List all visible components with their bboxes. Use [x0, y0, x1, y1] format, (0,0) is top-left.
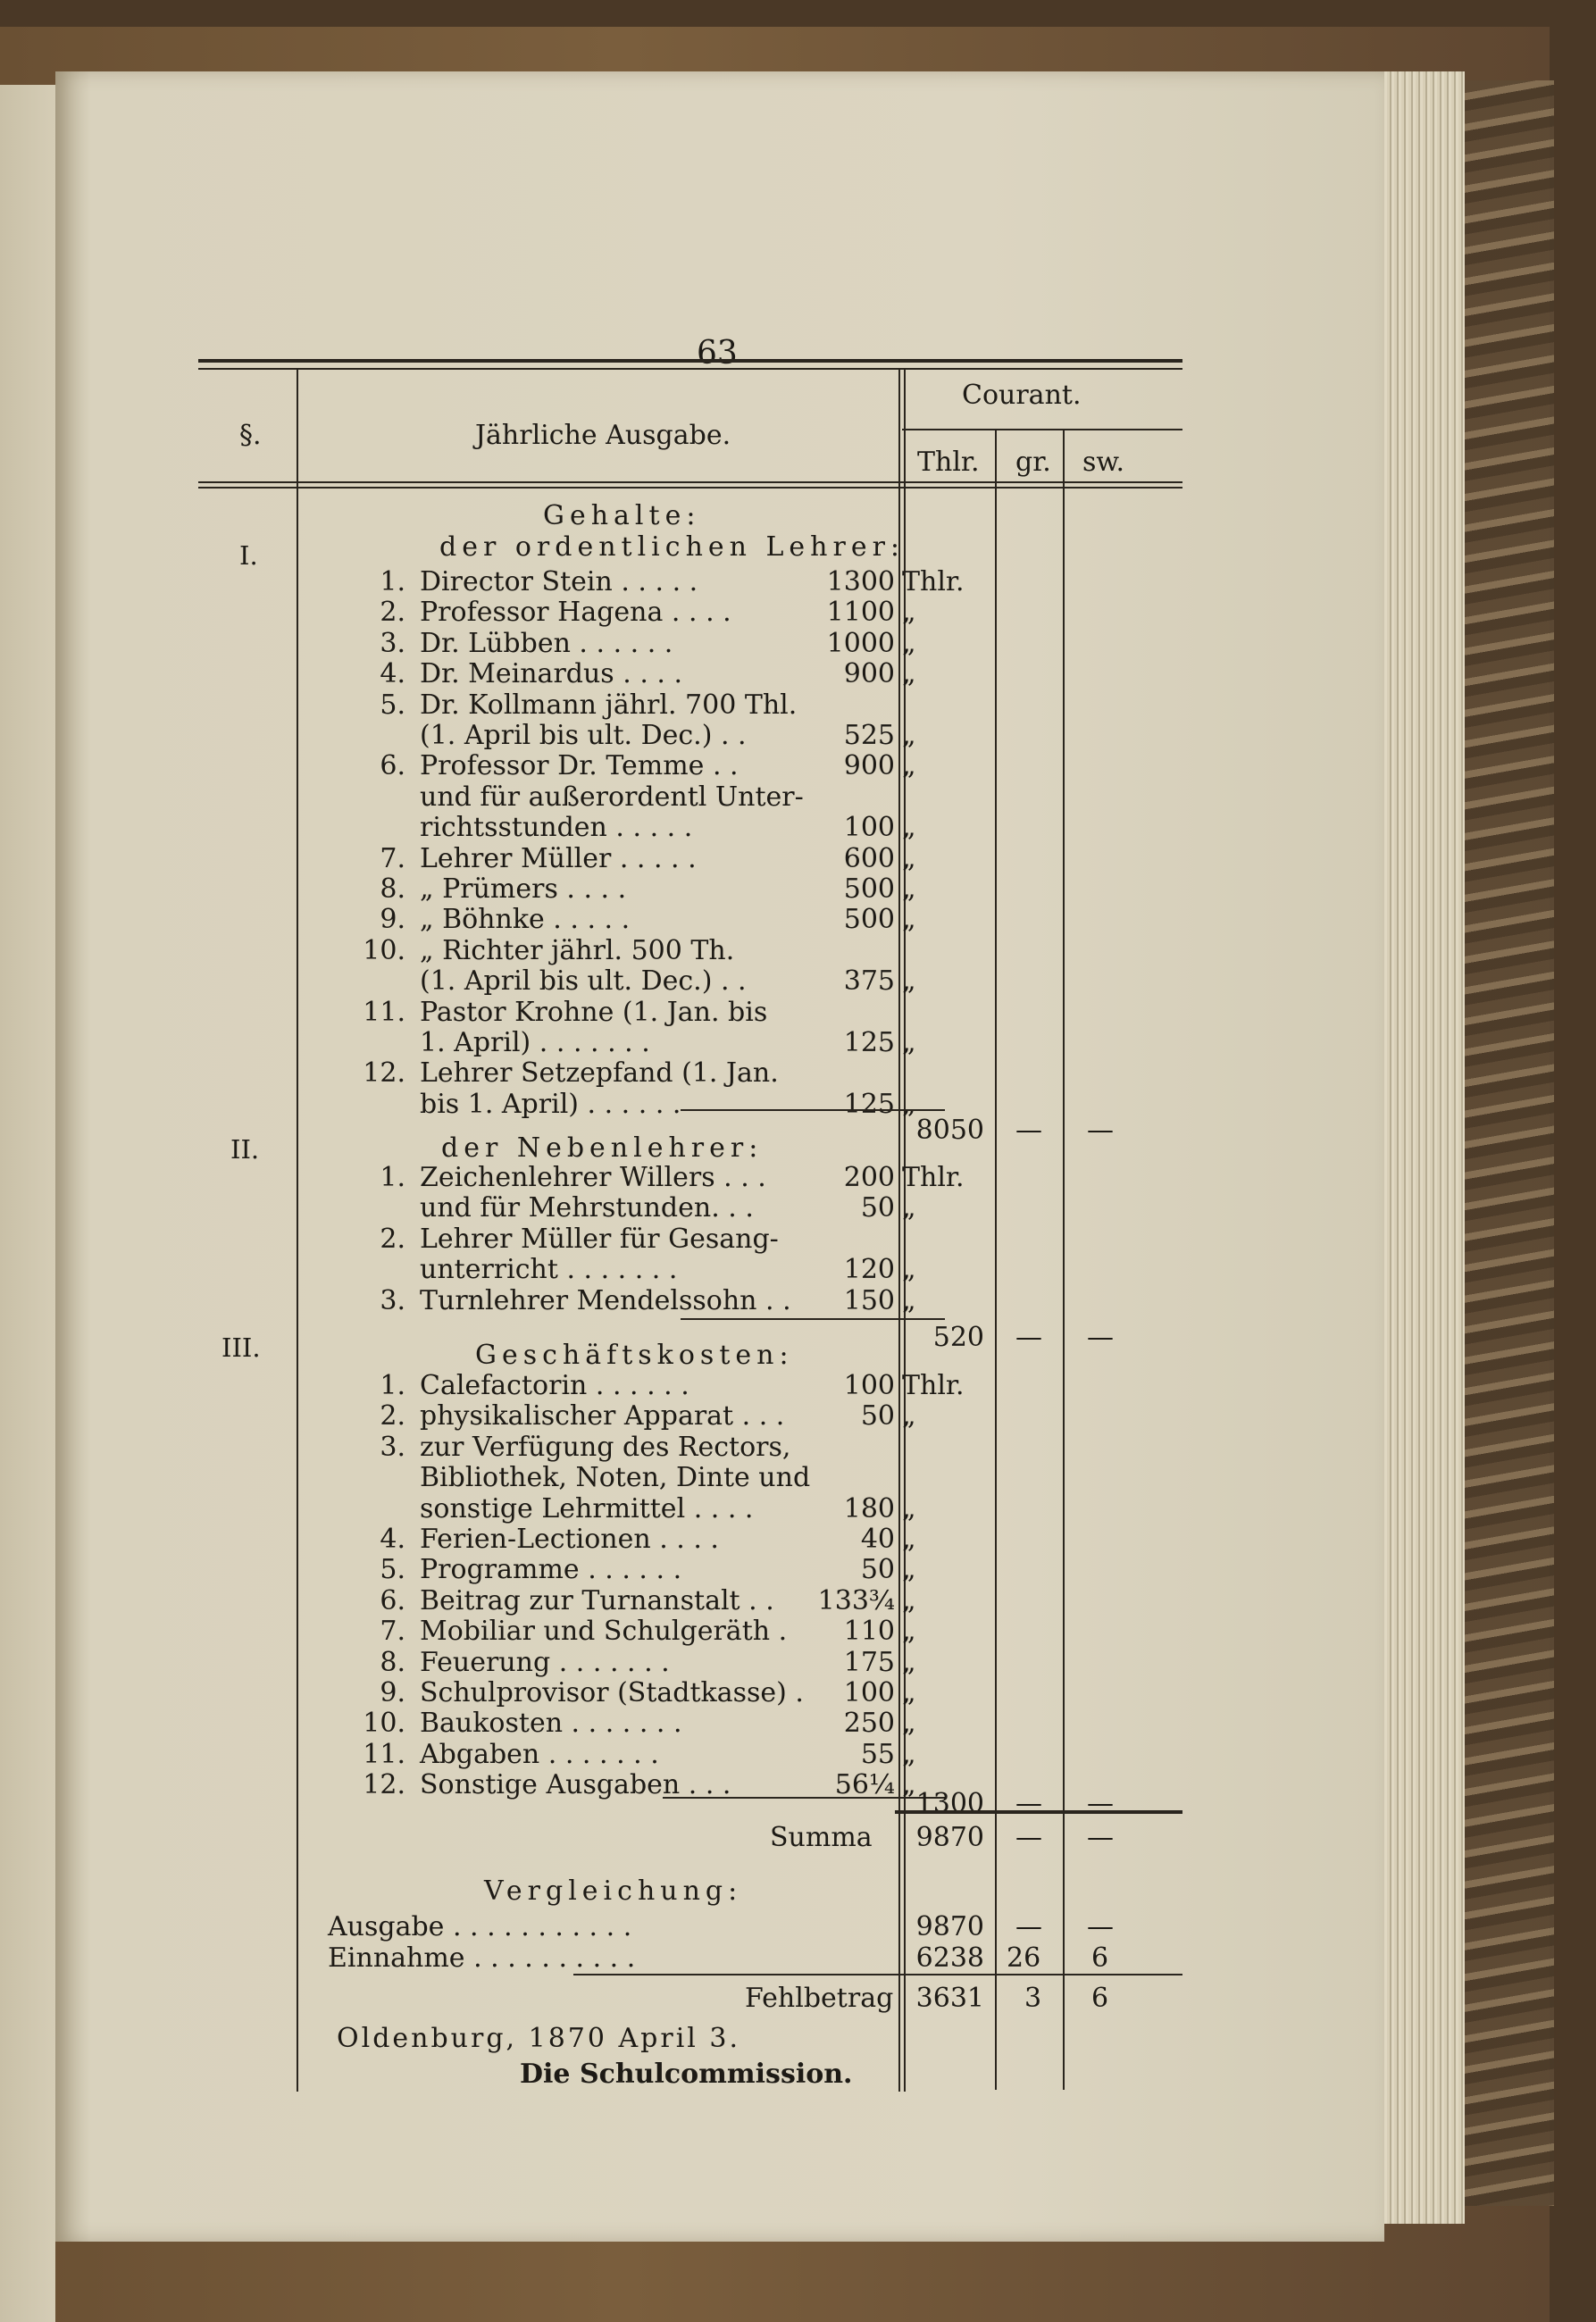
ledger-line-unit: „ — [902, 965, 916, 998]
ledger-line — [377, 1524, 948, 1555]
header-thlr: Thlr. — [917, 447, 980, 478]
ledger-line-text: Beitrag zur Turnanstalt . . — [420, 1584, 774, 1616]
ledger-line — [377, 566, 965, 597]
fehlbetrag-gr: 3 — [1024, 1983, 1042, 2014]
ledger-line-text: unterricht . . . . . . . — [420, 1254, 678, 1286]
ledger-line-text: Abgaben . . . . . . . — [420, 1738, 659, 1770]
ledger-line-unit: „ — [902, 1584, 916, 1616]
ledger-line-number: 11. — [363, 996, 405, 1028]
ledger-line — [377, 1255, 948, 1285]
section-3-total-thlr: 1300 — [915, 1788, 984, 1819]
section-column-divider — [297, 368, 298, 2092]
ledger-line-number: 5. — [380, 689, 405, 721]
ledger-line-text: (1. April bis ult. Dec.) . . — [420, 720, 747, 751]
ledger-line-text: Pastor Krohne (1. Jan. bis — [420, 996, 768, 1028]
section-heading-3: Geschäftskosten: — [475, 1340, 794, 1371]
ledger-line — [377, 1193, 948, 1224]
ledger-line-unit: „ — [902, 1492, 916, 1524]
ledger-line-amount: 175 — [843, 1646, 895, 1678]
ledger-line — [377, 874, 948, 905]
ledger-line-text: Baukosten . . . . . . . — [420, 1708, 682, 1740]
ledger-line-unit: Thlr. — [902, 1162, 965, 1193]
ledger-line-amount: 375 — [843, 965, 895, 998]
summa-top-rule — [895, 1810, 1182, 1814]
ledger-line-text: Zeichenlehrer Willers . . . — [420, 1162, 766, 1193]
ledger-line-unit: „ — [902, 658, 916, 690]
ledger-line — [377, 721, 948, 751]
ledger-line-text: Dr. Lübben . . . . . . — [420, 627, 673, 659]
ledger-line-number: 9. — [380, 1677, 405, 1708]
section-2-total-thlr: 520 — [932, 1322, 984, 1353]
ledger-line-number: 8. — [380, 1646, 405, 1678]
ledger-line-number: 3. — [380, 627, 405, 659]
ledger-line-amount: 600 — [843, 842, 895, 874]
ledger-line — [363, 1738, 948, 1770]
ledger-line-unit: „ — [902, 627, 916, 659]
ledger-line — [377, 1463, 948, 1493]
left-page-edge — [0, 85, 55, 2322]
summa-label: Summa — [770, 1822, 873, 1853]
summa-gr: — — [1015, 1822, 1042, 1853]
ledger-line-number: 3. — [380, 1431, 405, 1463]
ledger-line-amount: 125 — [843, 1027, 895, 1058]
ledger-line-unit: „ — [902, 904, 916, 936]
ledger-line-unit: „ — [902, 750, 916, 782]
ledger-line-text: 1. April) . . . . . . . — [420, 1027, 650, 1058]
ledger-line-number: 1. — [380, 1370, 405, 1401]
section-2-total-sw: — — [1087, 1322, 1114, 1353]
ledger-line-unit: „ — [902, 812, 916, 844]
ledger-line-text: Lehrer Müller . . . . . — [420, 842, 697, 874]
ledger-line-unit: „ — [902, 873, 916, 905]
comparison-einnahme-gr: 26 — [1007, 1942, 1041, 1974]
section-3-sum-rule — [663, 1797, 945, 1799]
ledger-line — [377, 844, 948, 874]
ledger-line-number: 6. — [380, 750, 405, 782]
ledger-line-unit: „ — [902, 1646, 916, 1678]
cover-marbled-edge — [1465, 80, 1554, 2206]
ledger-line-text: physikalischer Apparat . . . — [420, 1400, 785, 1432]
section-roman-1: I. — [239, 540, 258, 571]
section-roman-3: III. — [221, 1332, 261, 1363]
ledger-line — [377, 1401, 948, 1432]
ledger-line — [377, 1648, 948, 1678]
ledger-line-amount: 100 — [843, 812, 895, 844]
ledger-line-number: 5. — [380, 1554, 405, 1586]
ledger-line-amount: 1000 — [826, 627, 895, 659]
ledger-line-amount: 55 — [860, 1738, 895, 1770]
ledger-line-number: 4. — [380, 658, 405, 690]
ledger-line — [377, 629, 948, 659]
ledger-line-unit: „ — [902, 1677, 916, 1708]
ledger-line-number: 7. — [380, 1616, 405, 1648]
ledger-line-number: 10. — [363, 1708, 405, 1740]
fehlbetrag-thlr: 3631 — [915, 1983, 984, 2014]
header-bottom-rule-2 — [198, 487, 1182, 489]
book-page — [55, 71, 1384, 2242]
table-top-rule-thin — [198, 368, 1182, 370]
ledger-line — [377, 1224, 948, 1255]
ledger-line-amount: 56¼ — [834, 1769, 895, 1801]
ledger-line — [377, 1028, 948, 1058]
ledger-line-text: bis 1. April) . . . . . . — [420, 1088, 681, 1120]
ledger-line-unit: „ — [902, 1088, 916, 1120]
header-section-symbol: §. — [239, 420, 262, 451]
ledger-line-amount: 50 — [860, 1400, 895, 1432]
ledger-line-text: Schulprovisor (Stadtkasse) . — [420, 1677, 804, 1708]
header-description: Jährliche Ausgabe. — [475, 420, 731, 451]
ledger-line-amount: 1100 — [826, 597, 895, 629]
ledger-line-unit: „ — [902, 1027, 916, 1058]
section-1-total-sw: — — [1087, 1115, 1114, 1146]
comparison-einnahme-thlr: 6238 — [915, 1942, 984, 1974]
comparison-ausgabe-sw: — — [1087, 1911, 1114, 1942]
ledger-line-number: 4. — [380, 1524, 405, 1555]
ledger-line — [377, 1286, 948, 1316]
ledger-line — [377, 1494, 948, 1524]
ledger-line-amount: 525 — [843, 720, 895, 751]
ledger-line-text: richtsstunden . . . . . — [420, 812, 693, 844]
ledger-line — [377, 966, 948, 997]
ledger-line-unit: Thlr. — [902, 1370, 965, 1401]
ledger-line-unit: „ — [902, 597, 916, 629]
ledger-line — [377, 1432, 948, 1463]
ledger-line-unit: „ — [902, 1400, 916, 1432]
ledger-line-amount: 900 — [843, 750, 895, 782]
ledger-line-text: Sonstige Ausgaben . . . — [420, 1769, 731, 1801]
ledger-line-text: Dr. Kollmann jährl. 700 Thl. — [420, 689, 798, 721]
ledger-line-text: (1. April bis ult. Dec.) . . — [420, 965, 747, 998]
ledger-line — [377, 813, 948, 843]
ledger-line-unit: „ — [902, 1284, 916, 1316]
ledger-line-amount: 110 — [843, 1616, 895, 1648]
ledger-line-number: 2. — [380, 1400, 405, 1432]
ledger-line-text: Dr. Meinardus . . . . — [420, 658, 682, 690]
ledger-line-unit: „ — [902, 1708, 916, 1740]
ledger-line — [377, 1616, 948, 1647]
ledger-line-text: Lehrer Müller für Gesang- — [420, 1223, 779, 1255]
comparison-einnahme-label: Einnahme . . . . . . . . . . — [328, 1942, 636, 1974]
ledger-line-unit: „ — [902, 720, 916, 751]
section-heading-1: der ordentlichen Lehrer: — [439, 531, 906, 563]
ledger-line-text: Bibliothek, Noten, Dinte und — [420, 1462, 811, 1494]
ledger-line-unit: „ — [902, 1769, 916, 1801]
section-3-total-sw: — — [1087, 1788, 1114, 1819]
ledger-line-number: 3. — [380, 1284, 405, 1316]
section-1-total-thlr: 8050 — [915, 1115, 984, 1146]
ledger-line-text: „ Böhnke . . . . . — [420, 904, 631, 936]
ledger-line-text: Professor Hagena . . . . — [420, 597, 731, 629]
gr-sw-divider — [1063, 429, 1065, 2090]
ledger-line — [363, 1708, 948, 1740]
page-stack-edge — [1380, 71, 1465, 2224]
salaries-heading: Gehalte: — [543, 500, 701, 531]
ledger-line-number: 2. — [380, 597, 405, 629]
ledger-line — [377, 751, 948, 781]
ledger-line-text: Ferien-Lectionen . . . . — [420, 1524, 719, 1555]
ledger-line-number: 9. — [380, 904, 405, 936]
ledger-line-amount: 100 — [843, 1677, 895, 1708]
ledger-line — [377, 905, 948, 935]
ledger-line-text: Mobiliar und Schulgeräth . — [420, 1616, 788, 1648]
ledger-line-text: und für Mehrstunden. . . — [420, 1192, 754, 1224]
ledger-line-unit: „ — [902, 1738, 916, 1770]
ledger-line-unit: „ — [902, 1616, 916, 1648]
ledger-line-unit: „ — [902, 1554, 916, 1586]
ledger-line-text: zur Verfügung des Rectors, — [420, 1431, 791, 1463]
ledger-line — [377, 1678, 948, 1708]
ledger-line — [377, 1555, 948, 1585]
ledger-line-number: 11. — [363, 1738, 405, 1770]
summa-thlr: 9870 — [915, 1822, 984, 1853]
thlr-gr-divider — [995, 429, 997, 2090]
currency-subheader-rule — [902, 429, 1182, 430]
table-top-rule — [198, 359, 1182, 363]
section-heading-2: der Nebenlehrer: — [441, 1132, 764, 1164]
ledger-line-amount: 500 — [843, 904, 895, 936]
summa-sw: — — [1087, 1822, 1114, 1853]
ledger-line — [377, 1090, 948, 1120]
ledger-line-amount: 40 — [860, 1524, 895, 1555]
header-gr: gr. — [1015, 447, 1051, 478]
comparison-rule — [573, 1974, 1182, 1975]
signature: Die Schulcommission. — [520, 2059, 853, 2090]
ledger-line — [363, 934, 948, 966]
header-currency: Courant. — [962, 380, 1082, 411]
section-roman-2: II. — [230, 1134, 260, 1165]
ledger-line-unit: „ — [902, 1192, 916, 1224]
page-number: 63 — [697, 335, 738, 372]
ledger-line-text: Feuerung . . . . . . . — [420, 1646, 670, 1678]
ledger-line-amount: 900 — [843, 658, 895, 690]
ledger-line-number: 7. — [380, 842, 405, 874]
comparison-ausgabe-gr: — — [1015, 1911, 1042, 1942]
ledger-line-text: sonstige Lehrmittel . . . . — [420, 1492, 754, 1524]
ledger-line-number: 1. — [380, 566, 405, 597]
ledger-line-text: „ Richter jährl. 500 Th. — [420, 934, 735, 966]
ledger-line-number: 8. — [380, 873, 405, 905]
ledger-line-number: 1. — [380, 1162, 405, 1193]
ledger-line — [363, 1057, 948, 1090]
ledger-line-unit: Thlr. — [902, 566, 965, 597]
section-2-total-gr: — — [1015, 1322, 1042, 1353]
comparison-heading: Vergleichung: — [484, 1875, 743, 1907]
ledger-line — [377, 659, 948, 689]
ledger-line-number: 12. — [363, 1769, 405, 1801]
ledger-line — [377, 597, 948, 628]
section-1-total-gr: — — [1015, 1115, 1042, 1146]
section-3-total-gr: — — [1015, 1788, 1042, 1819]
ledger-line-unit: „ — [902, 1524, 916, 1555]
comparison-ausgabe-label: Ausgabe . . . . . . . . . . . — [328, 1911, 632, 1942]
ledger-line-text: Professor Dr. Temme . . — [420, 750, 739, 782]
ledger-line-amount: 125 — [843, 1088, 895, 1120]
ledger-line-amount: 250 — [843, 1708, 895, 1740]
ledger-line-number: 12. — [363, 1057, 405, 1090]
header-bottom-rule — [198, 481, 1182, 483]
ledger-line — [363, 996, 948, 1028]
ledger-line-text: Turnlehrer Mendelssohn . . — [420, 1284, 791, 1316]
fehlbetrag-sw: 6 — [1091, 1983, 1109, 2014]
ledger-line-unit: „ — [902, 842, 916, 874]
ledger-line-amount: 150 — [843, 1284, 895, 1316]
ledger-line-text: und für außerordentl Unter- — [420, 781, 804, 813]
ledger-line-text: Calefactorin . . . . . . — [420, 1370, 689, 1401]
ledger-line-amount: 50 — [860, 1554, 895, 1586]
ledger-line — [377, 1586, 948, 1616]
ledger-line-unit: „ — [902, 1254, 916, 1286]
comparison-einnahme-sw: 6 — [1091, 1942, 1109, 1974]
header-sw: sw. — [1082, 447, 1125, 478]
section-1-sum-rule — [681, 1109, 945, 1111]
ledger-line — [377, 782, 948, 813]
ledger-line — [377, 1370, 965, 1401]
ledger-line-amount: 500 — [843, 873, 895, 905]
section-2-sum-rule — [681, 1318, 945, 1320]
ledger-line — [377, 690, 948, 721]
ledger-line-amount: 50 — [860, 1192, 895, 1224]
ledger-line-amount: 120 — [843, 1254, 895, 1286]
ledger-line-number: 10. — [363, 934, 405, 966]
ledger-line-amount: 100 — [843, 1370, 895, 1401]
fehlbetrag-label: Fehlbetrag — [745, 1983, 894, 2014]
ledger-line-amount: 133¾ — [817, 1584, 895, 1616]
ledger-line — [377, 1162, 965, 1193]
ledger-line-text: Director Stein . . . . . — [420, 566, 698, 597]
ledger-line-amount: 200 — [843, 1162, 895, 1193]
ledger-line-number: 2. — [380, 1223, 405, 1255]
ledger-line-number: 6. — [380, 1584, 405, 1616]
place-date: Oldenburg, 1870 April 3. — [337, 2023, 741, 2054]
ledger-line-amount: 180 — [843, 1492, 895, 1524]
ledger-line-text: „ Prümers . . . . — [420, 873, 627, 905]
comparison-ausgabe-thlr: 9870 — [915, 1911, 984, 1942]
ledger-line-amount: 1300 — [826, 566, 895, 597]
ledger-line-text: Programme . . . . . . — [420, 1554, 682, 1586]
ledger-line-text: Lehrer Setzepfand (1. Jan. — [420, 1057, 779, 1090]
